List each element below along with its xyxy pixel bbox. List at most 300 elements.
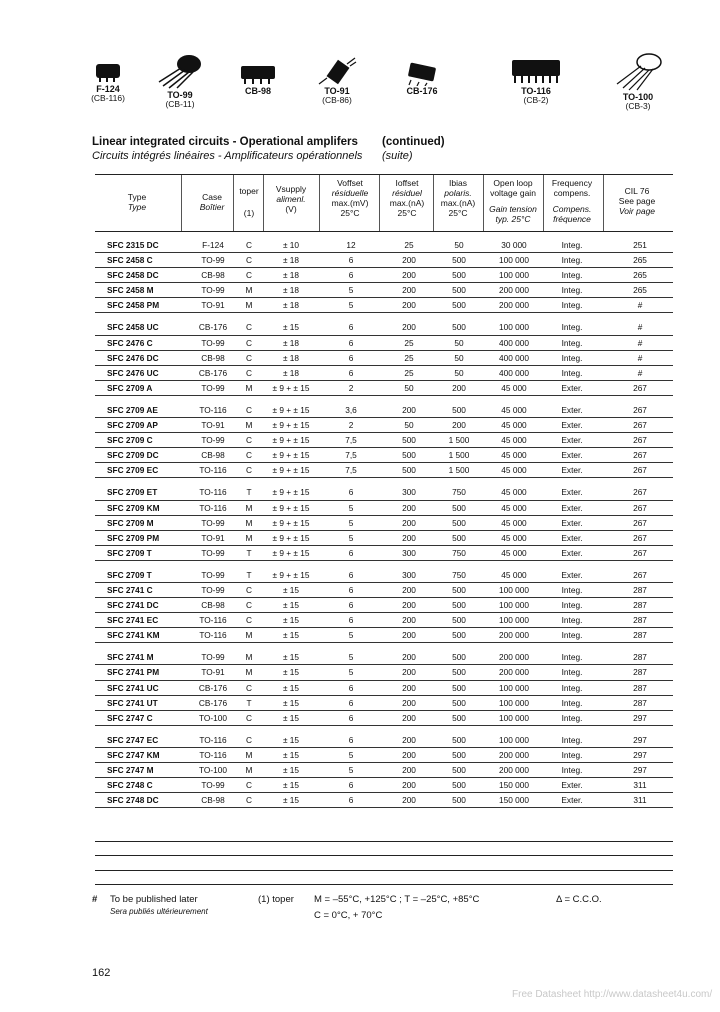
cell-vsupply: ± 18: [282, 367, 300, 378]
cell-ibias: 500: [452, 322, 466, 333]
table-row: [95, 711, 673, 726]
package-sub: (CB-86): [322, 95, 352, 105]
cell-freq: Exter.: [561, 795, 583, 806]
cell-voffset: 6: [348, 780, 354, 791]
table-row: [95, 238, 673, 253]
row-group: [95, 403, 673, 478]
cell-freq: Exter.: [561, 487, 583, 498]
cell-gain: 100 000: [499, 255, 529, 266]
package-cb98: [236, 62, 280, 96]
cell-case: CB-98: [201, 795, 225, 806]
cell-vsupply: ± 9 + ± 15: [272, 420, 310, 431]
table-row: [95, 268, 673, 283]
cell-toper: M: [245, 382, 253, 393]
header-vsupply-label: Vsupply: [275, 184, 307, 194]
cell-toper: M: [245, 300, 253, 311]
cell-ibias: 500: [452, 734, 466, 745]
row-group: [95, 320, 673, 395]
package-to100: [608, 52, 668, 111]
cell-gain: 100 000: [499, 712, 529, 723]
cell-case: TO-116: [199, 630, 227, 641]
table-row: [95, 351, 673, 366]
cell-ioffset: 200: [402, 630, 416, 641]
table-row: [95, 628, 673, 643]
header-ioffset: [381, 178, 433, 218]
header-vsupply-fr: alimenl.: [276, 194, 306, 204]
header-freq-label2: compens.: [553, 188, 591, 198]
cell-type: SFC 2476 UC: [107, 367, 159, 378]
cell-cil-page: 265: [633, 270, 647, 281]
cell-cil-page: 287: [633, 682, 647, 693]
cell-case: CB-176: [198, 697, 228, 708]
cell-ibias: 1 500: [448, 435, 470, 446]
cell-case: TO-99: [201, 584, 225, 595]
cell-ibias: 500: [452, 652, 466, 663]
cell-vsupply: ± 9 + ± 15: [272, 404, 310, 415]
cell-case: TO-116: [199, 487, 227, 498]
cell-ibias: 500: [452, 285, 466, 296]
table-row: [95, 501, 673, 516]
cell-cil-page: 297: [633, 734, 647, 745]
cell-ibias: 500: [452, 682, 466, 693]
cell-type: SFC 2747 EC: [107, 734, 159, 745]
cell-type: SFC 2709 AP: [107, 420, 158, 431]
cell-freq: Exter.: [561, 517, 583, 528]
cell-voffset: 5: [348, 667, 354, 678]
table-row: [95, 448, 673, 463]
cell-ibias: 500: [452, 300, 466, 311]
cell-type: SFC 2747 C: [107, 712, 153, 723]
cell-gain: 400 000: [499, 367, 529, 378]
cell-voffset: 6: [348, 367, 354, 378]
cell-toper: M: [245, 285, 253, 296]
package-to91: [314, 56, 360, 105]
cell-toper: C: [246, 682, 252, 693]
cell-ioffset: 50: [404, 382, 414, 393]
cell-ioffset: 200: [402, 795, 416, 806]
column-separator: [483, 175, 484, 231]
header-toper: [235, 186, 263, 218]
cell-cil-page: #: [637, 367, 643, 378]
cell-cil-page: 311: [633, 780, 647, 791]
header-case-fr: Boîtier: [199, 202, 225, 212]
header-ibias-temp: 25°C: [448, 208, 468, 218]
cell-freq: Integ.: [561, 615, 583, 626]
cell-vsupply: ± 9 + ± 15: [272, 435, 310, 446]
cell-voffset: 6: [348, 270, 354, 281]
cell-cil-page: 267: [633, 547, 647, 558]
table-row: [95, 381, 673, 396]
row-group: [95, 733, 673, 808]
cell-toper: M: [245, 765, 253, 775]
cell-toper: C: [246, 322, 252, 333]
table-row: [95, 253, 673, 268]
cell-vsupply: ± 15: [282, 682, 300, 693]
cell-vsupply: ± 15: [282, 712, 300, 723]
cell-ioffset: 200: [402, 734, 416, 745]
table-row: [95, 598, 673, 613]
cell-freq: Exter.: [561, 435, 583, 446]
cell-case: TO-99: [201, 780, 225, 791]
package-label: CB-176: [406, 86, 438, 96]
cell-vsupply: ± 15: [282, 749, 300, 760]
cell-freq: Integ.: [561, 285, 583, 296]
cell-ibias: 500: [452, 270, 466, 281]
cell-freq: Integ.: [561, 600, 583, 611]
cell-freq: Integ.: [561, 630, 583, 641]
cell-type: SFC 2709 T: [107, 547, 152, 558]
cell-cil-page: 267: [633, 569, 647, 580]
table-row: [95, 696, 673, 711]
table-row: [95, 733, 673, 748]
cell-ibias: 500: [452, 630, 466, 641]
cell-vsupply: ± 18: [282, 300, 300, 311]
cell-gain: 100 000: [499, 682, 529, 693]
cell-vsupply: ± 15: [282, 697, 300, 708]
header-cil-label: CIL 76: [624, 186, 650, 196]
cell-freq: Exter.: [561, 404, 583, 415]
cell-freq: Integ.: [561, 255, 583, 266]
cell-voffset: 6: [348, 600, 354, 611]
cell-freq: Integ.: [561, 270, 583, 281]
cell-case: TO-99: [201, 435, 225, 446]
footnote-toper: (1) toper: [258, 894, 294, 905]
cell-freq: Exter.: [561, 450, 583, 461]
table-row: [95, 463, 673, 478]
cell-vsupply: ± 15: [282, 615, 300, 626]
header-cil: [607, 186, 667, 216]
cell-ibias: 750: [452, 487, 466, 498]
cell-ibias: 500: [452, 615, 466, 626]
cell-case: CB-98: [201, 600, 225, 611]
cell-cil-page: 287: [633, 615, 647, 626]
header-vsupply: [263, 184, 319, 214]
cell-voffset: 5: [348, 300, 354, 311]
cell-ioffset: 300: [402, 547, 416, 558]
cell-type: SFC 2741 KM: [107, 630, 160, 641]
header-freq-label: Frequency: [551, 178, 593, 188]
cell-cil-page: #: [637, 337, 643, 348]
table-row: [95, 320, 673, 335]
cell-voffset: 5: [348, 502, 354, 513]
cell-voffset: 7,5: [345, 435, 357, 446]
cell-toper: T: [246, 697, 252, 708]
header-voffset-unit: max.(mV): [331, 198, 369, 208]
cell-cil-page: 297: [633, 749, 647, 760]
package-label: TO-91: [324, 86, 350, 96]
footnote-tbp: To be published later: [110, 894, 198, 905]
cell-vsupply: ± 18: [282, 352, 300, 363]
package-f124: [88, 60, 128, 103]
cell-voffset: 6: [348, 337, 354, 348]
column-separator: [603, 175, 604, 231]
cell-voffset: 5: [348, 532, 354, 543]
table-row: [95, 681, 673, 696]
cell-vsupply: ± 9 + ± 15: [272, 450, 310, 461]
cell-toper: C: [246, 255, 252, 266]
header-ibias: [433, 178, 483, 218]
cell-freq: Exter.: [561, 420, 583, 431]
cell-case: TO-99: [201, 382, 225, 393]
cell-case: TO-116: [199, 502, 227, 513]
cell-vsupply: ± 15: [282, 584, 300, 595]
cell-case: TO-91: [201, 532, 225, 543]
cell-gain: 45 000: [501, 569, 527, 580]
cell-ibias: 750: [452, 569, 466, 580]
cell-gain: 45 000: [501, 435, 527, 446]
cell-type: SFC 2709 AE: [107, 404, 158, 415]
cell-case: TO-99: [201, 337, 225, 348]
table-row: [95, 665, 673, 680]
cell-ibias: 1 500: [448, 465, 470, 476]
cell-toper: C: [246, 600, 252, 611]
table-row: [95, 763, 673, 778]
table-row: [95, 583, 673, 598]
cell-toper: C: [246, 712, 252, 723]
cell-gain: 45 000: [501, 517, 527, 528]
cell-case: TO-116: [199, 734, 227, 745]
cell-type: SFC 2709 DC: [107, 450, 159, 461]
cell-cil-page: 297: [633, 712, 647, 723]
cell-vsupply: ± 18: [282, 337, 300, 348]
cell-case: TO-91: [201, 667, 225, 678]
cell-gain: 400 000: [499, 352, 529, 363]
header-case: [187, 192, 237, 212]
can-package-icon: [155, 52, 205, 90]
cell-ibias: 500: [452, 749, 466, 760]
cell-gain: 200 000: [499, 749, 529, 760]
cell-vsupply: ± 10: [282, 240, 300, 250]
footnote-toper-line2: C = 0°C, + 70°C: [314, 910, 383, 921]
cell-ioffset: 200: [402, 600, 416, 611]
column-separator: [319, 175, 320, 231]
cell-vsupply: ± 15: [282, 765, 300, 775]
can-package-icon: [613, 52, 663, 92]
cell-cil-page: 267: [633, 487, 647, 498]
table-row: [95, 298, 673, 313]
cell-type: SFC 2748 C: [107, 780, 153, 791]
cell-type: SFC 2315 DC: [107, 240, 159, 250]
cell-gain: 45 000: [501, 547, 527, 558]
cell-voffset: 5: [348, 517, 354, 528]
cell-gain: 100 000: [499, 615, 529, 626]
cell-gain: 45 000: [501, 465, 527, 476]
row-group: [95, 568, 673, 643]
cell-ioffset: 200: [402, 682, 416, 693]
cell-ibias: 500: [452, 795, 466, 806]
cell-gain: 45 000: [501, 420, 527, 431]
header-toper-note: (1): [243, 208, 255, 218]
cell-gain: 45 000: [501, 532, 527, 543]
cell-toper: T: [246, 547, 252, 558]
cell-gain: 400 000: [499, 337, 529, 348]
cell-freq: Integ.: [561, 322, 583, 333]
package-label: CB-98: [244, 86, 271, 96]
cell-freq: Integ.: [561, 697, 583, 708]
cell-toper: M: [245, 517, 253, 528]
header-ioffset-fr: résiduel: [392, 188, 422, 198]
table-row: [95, 516, 673, 531]
package-sub: (CB-116): [91, 93, 125, 103]
cell-type: SFC 2476 C: [107, 337, 153, 348]
table-row: [95, 283, 673, 298]
cell-voffset: 6: [348, 322, 354, 333]
package-sub: (CB-11): [165, 99, 195, 109]
cell-voffset: 2: [348, 420, 354, 431]
title-suite: (suite): [382, 150, 413, 162]
cell-ibias: 500: [452, 765, 466, 775]
cell-ioffset: 200: [402, 322, 416, 333]
cell-gain: 100 000: [499, 734, 529, 745]
cell-toper: M: [245, 749, 253, 760]
column-separator: [233, 175, 234, 231]
cell-toper: T: [246, 569, 252, 580]
table-row: [95, 403, 673, 418]
cell-case: TO-100: [199, 712, 227, 723]
cell-gain: 100 000: [499, 697, 529, 708]
cell-toper: C: [246, 435, 252, 446]
flatpack-package-icon: [317, 56, 357, 86]
cell-ibias: 50: [454, 337, 464, 348]
cell-gain: 100 000: [499, 270, 529, 281]
cell-ibias: 500: [452, 712, 466, 723]
cell-toper: C: [246, 240, 252, 250]
cell-case: TO-116: [199, 465, 227, 476]
page-title: Linear integrated circuits - Operational amplifers: [92, 136, 358, 148]
header-voffset-fr: résiduelle: [331, 188, 369, 198]
cell-gain: 100 000: [499, 600, 529, 611]
column-separator: [543, 175, 544, 231]
cell-toper: M: [245, 502, 253, 513]
cell-freq: Integ.: [561, 337, 583, 348]
cell-voffset: 5: [348, 652, 354, 663]
cell-case: TO-99: [201, 547, 225, 558]
cell-gain: 100 000: [499, 322, 529, 333]
cell-freq: Integ.: [561, 749, 583, 760]
table-row: [95, 485, 673, 500]
header-freq: [543, 178, 601, 224]
cell-cil-page: 287: [633, 667, 647, 678]
cell-vsupply: ± 15: [282, 780, 300, 791]
cell-voffset: 6: [348, 697, 354, 708]
cell-voffset: 6: [348, 547, 354, 558]
cell-case: CB-98: [201, 270, 225, 281]
header-ibias-unit: max.(nA): [440, 198, 476, 208]
cell-ibias: 200: [452, 420, 466, 431]
cell-gain: 45 000: [501, 450, 527, 461]
cell-type: SFC 2709 PM: [107, 532, 160, 543]
cell-type: SFC 2709 C: [107, 435, 153, 446]
table-row: [95, 613, 673, 628]
cell-case: TO-99: [201, 652, 225, 663]
blank-rule: [95, 870, 673, 871]
title-continued: (continued): [382, 136, 445, 148]
cell-voffset: 6: [348, 352, 354, 363]
package-label: F-124: [96, 84, 120, 94]
cell-ioffset: 200: [402, 765, 416, 775]
cell-type: SFC 2709 EC: [107, 465, 159, 476]
cell-gain: 200 000: [499, 630, 529, 641]
row-group: [95, 485, 673, 560]
cell-freq: Integ.: [561, 352, 583, 363]
header-gain-label2: voltage gain: [490, 188, 536, 198]
header-voffset: [321, 178, 379, 218]
cell-toper: C: [246, 615, 252, 626]
cell-type: SFC 2741 PM: [107, 667, 160, 678]
package-to116: [506, 56, 566, 105]
cell-voffset: 5: [348, 285, 354, 296]
table-body: [95, 238, 673, 815]
cell-vsupply: ± 15: [282, 600, 300, 611]
header-gain-fr: Gain tension: [489, 204, 537, 214]
header-type-label: Type: [127, 192, 147, 202]
cell-ioffset: 200: [402, 404, 416, 415]
cell-toper: M: [245, 532, 253, 543]
cell-freq: Integ.: [561, 734, 583, 745]
cell-ioffset: 500: [402, 450, 416, 461]
cell-ioffset: 25: [404, 337, 414, 348]
cell-gain: 45 000: [501, 487, 527, 498]
table-row: [95, 546, 673, 561]
cell-gain: 45 000: [501, 382, 527, 393]
column-separator: [433, 175, 434, 231]
cell-cil-page: 287: [633, 697, 647, 708]
header-type: [107, 192, 167, 212]
cell-toper: C: [246, 734, 252, 745]
cell-type: SFC 2709 M: [107, 517, 154, 528]
header-toper-label: toper: [239, 186, 259, 196]
cell-ioffset: 25: [404, 240, 414, 250]
cell-vsupply: ± 18: [282, 270, 300, 281]
cell-gain: 200 000: [499, 765, 529, 775]
cell-ibias: 50: [454, 352, 464, 363]
cell-gain: 100 000: [499, 584, 529, 595]
cell-vsupply: ± 15: [282, 667, 300, 678]
header-freq-fr: Compens.: [552, 204, 592, 214]
cell-ibias: 200: [452, 382, 466, 393]
cell-ioffset: 200: [402, 749, 416, 760]
cell-vsupply: ± 15: [282, 322, 300, 333]
so-package-icon: [403, 60, 441, 86]
cell-cil-page: 311: [633, 795, 647, 806]
dip-package-icon: [93, 60, 123, 84]
cell-gain: 200 000: [499, 667, 529, 678]
cell-vsupply: ± 9 + ± 15: [272, 517, 310, 528]
header-case-label: Case: [202, 192, 222, 202]
cell-case: TO-116: [199, 404, 227, 415]
cell-voffset: 5: [348, 765, 354, 775]
table-row: [95, 650, 673, 665]
cell-vsupply: ± 9 + ± 15: [272, 487, 310, 498]
header-ibias-fr: polaris.: [444, 188, 472, 198]
cell-vsupply: ± 15: [282, 795, 300, 806]
cell-ibias: 750: [452, 547, 466, 558]
cell-gain: 200 000: [499, 652, 529, 663]
table-row: [95, 418, 673, 433]
cell-freq: Exter.: [561, 547, 583, 558]
cell-ioffset: 200: [402, 285, 416, 296]
cell-voffset: 6: [348, 615, 354, 626]
cell-ibias: 500: [452, 404, 466, 415]
row-group: [95, 650, 673, 725]
cell-ioffset: 200: [402, 667, 416, 678]
cell-cil-page: 287: [633, 652, 647, 663]
cell-freq: Integ.: [561, 765, 583, 775]
cell-type: SFC 2709 KM: [107, 502, 160, 513]
cell-freq: Integ.: [561, 300, 583, 311]
cell-freq: Integ.: [561, 712, 583, 723]
blank-rule: [95, 841, 673, 842]
